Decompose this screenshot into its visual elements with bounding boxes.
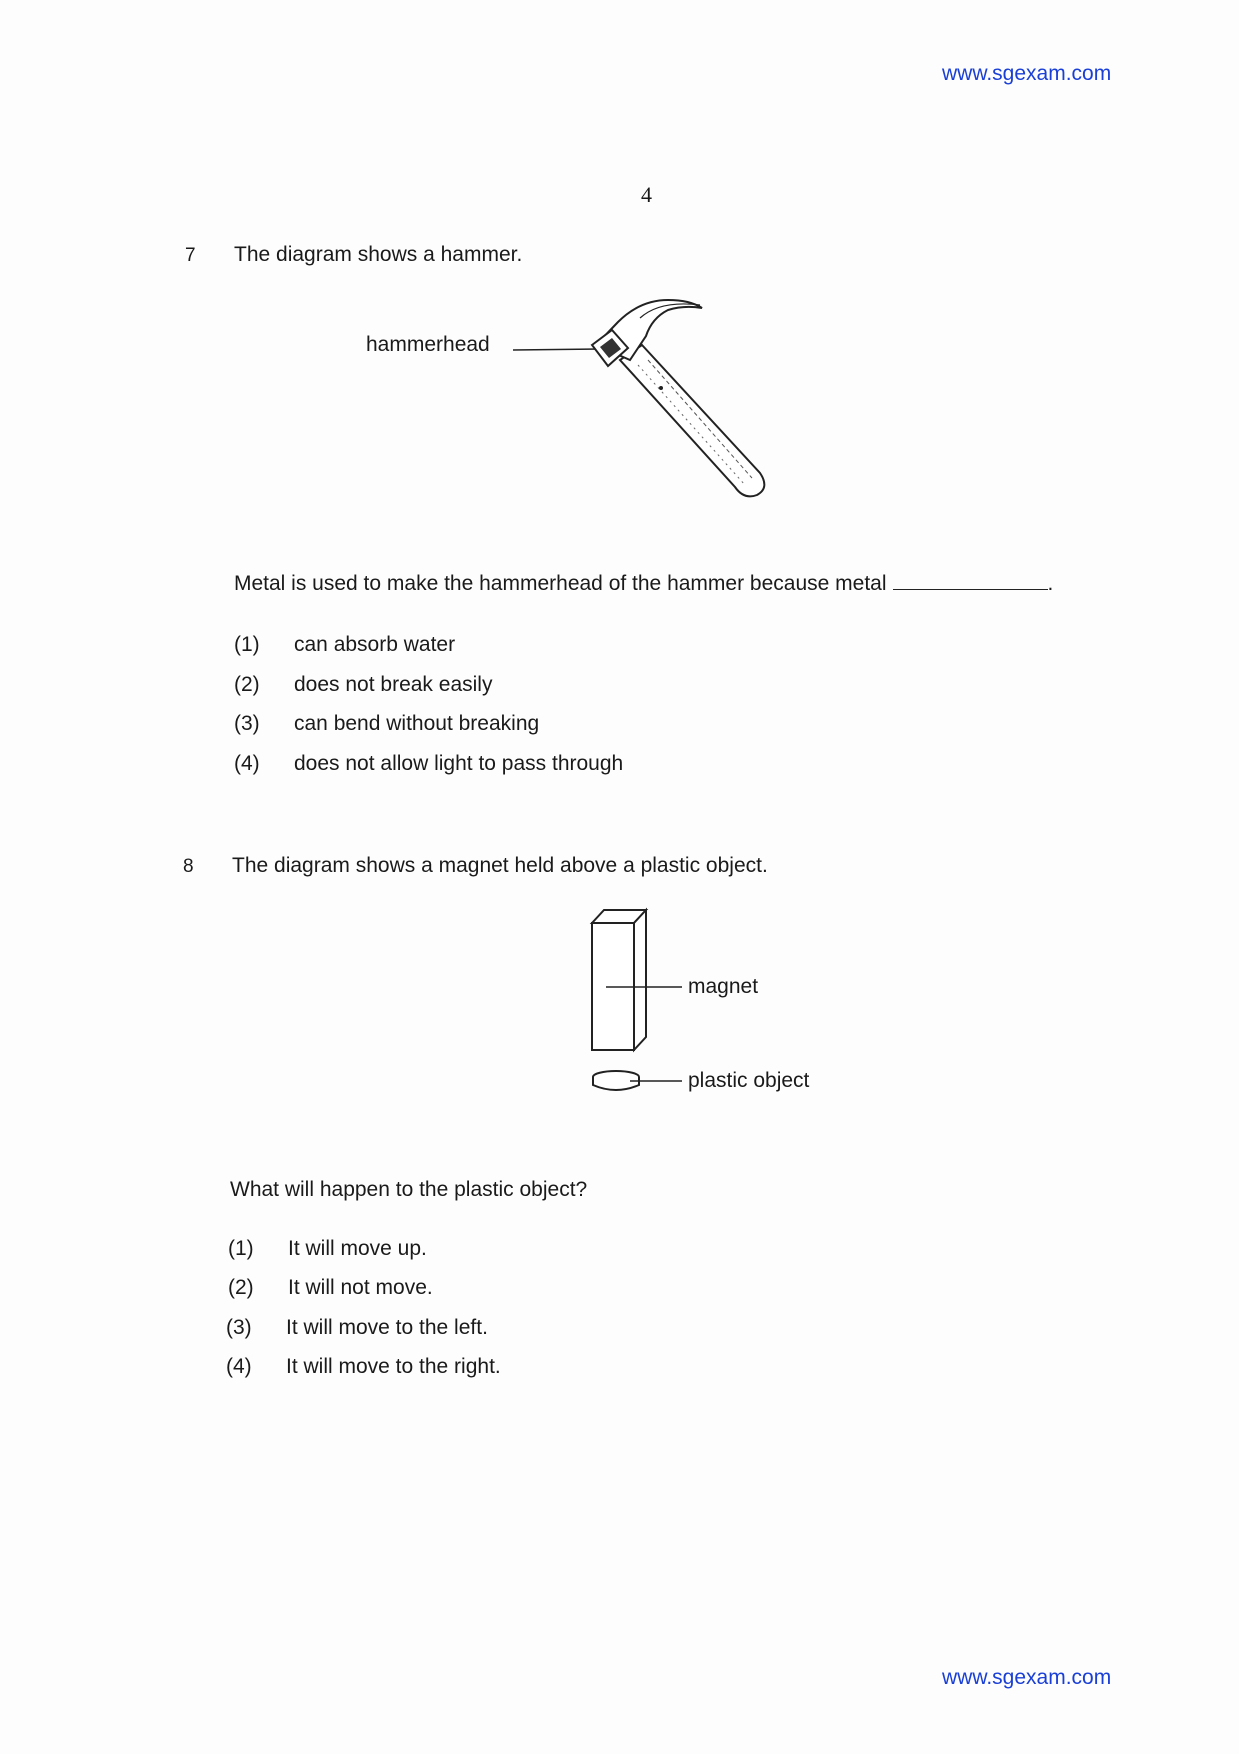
magnet <box>592 910 646 1050</box>
header-site-link[interactable]: www.sgexam.com <box>942 62 1112 85</box>
question-8-prompt: What will happen to the plastic object? <box>230 1178 588 1201</box>
question-7-number: 7 <box>185 245 196 266</box>
answer-blank <box>893 589 1048 590</box>
q8-option-4: (4) It will move to the right. <box>226 1355 501 1378</box>
question-7-text: The diagram shows a hammer. <box>234 243 523 266</box>
q8-option-3: (3) It will move to the left. <box>226 1316 488 1339</box>
page-number: 4 <box>641 182 652 207</box>
question-7-prompt: Metal is used to make the hammerhead of the hammer because metal . <box>234 572 1054 595</box>
q8-option-2: (2) It will not move. <box>228 1276 433 1299</box>
magnet-label: magnet <box>688 975 759 998</box>
q7-option-3: (3) can bend without breaking <box>234 712 540 735</box>
hammer-handle <box>620 345 764 496</box>
question-8-number: 8 <box>183 856 194 877</box>
plastic-object-label: plastic object <box>688 1069 810 1092</box>
question-8-text: The diagram shows a magnet held above a plastic object. <box>232 854 768 877</box>
q8-option-1: (1) It will move up. <box>228 1237 427 1260</box>
hammerhead-label: hammerhead <box>366 333 490 356</box>
q7-option-4: (4) does not allow light to pass through <box>234 752 624 775</box>
q7-option-2: (2) does not break easily <box>234 673 493 696</box>
q7-option-1: (1) can absorb water <box>234 633 456 656</box>
hammerhead-leader-line <box>513 349 600 350</box>
footer-site-link[interactable]: www.sgexam.com <box>942 1666 1112 1689</box>
